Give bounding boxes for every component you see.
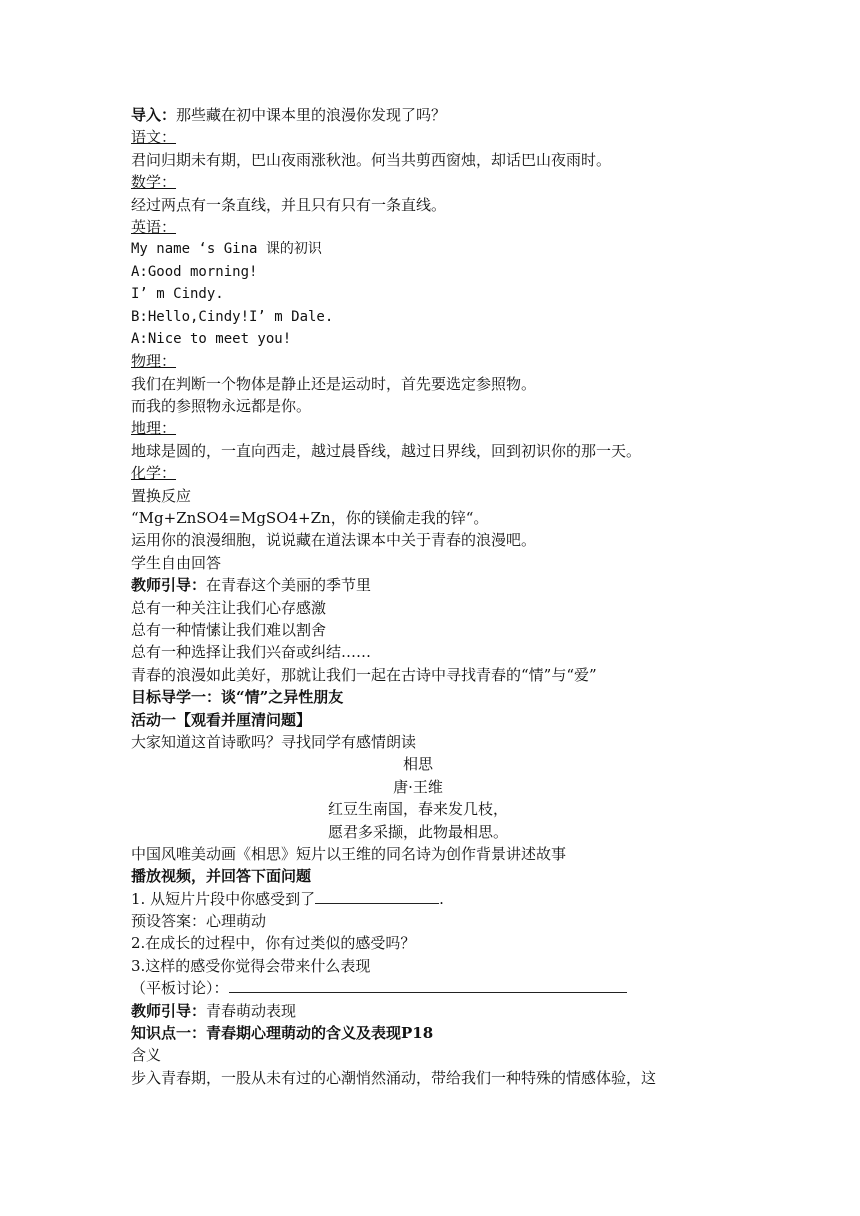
goal-heading: 目标导学一：谈“情”之异性朋友 <box>131 688 344 707</box>
english-line: My name ‘s Gina 课的初识 <box>131 241 322 258</box>
poem-title: 相思 <box>402 755 433 774</box>
activity-intro: 大家知道这首诗歌吗？寻找同学有感情朗读 <box>131 732 417 751</box>
english-heading: 英语： <box>131 217 177 236</box>
teacher-guide-line: 青春的浪漫如此美好，那就让我们一起在古诗中寻找青春的“情”与“爱” <box>131 665 597 684</box>
preset-answer: 预设答案：心理萌动 <box>131 912 267 931</box>
question-1-text: 1. 从短片片段中你感受到了 <box>131 889 316 908</box>
chemistry-heading: 化学： <box>131 464 177 483</box>
discussion-label: （平板讨论）： <box>131 979 229 998</box>
question-2: 2.在成长的过程中，你有过类似的感受吗？ <box>131 934 416 953</box>
discussion-blank <box>229 978 627 993</box>
prompt-line: 学生自由回答 <box>131 553 222 572</box>
math-heading: 数学： <box>131 173 177 192</box>
intro-line <box>131 104 751 126</box>
math-text: 经过两点有一条直线，并且只有只有一条直线。 <box>131 195 447 214</box>
teacher-guide-line: 总有一种选择让我们兴奋或纠结…… <box>131 643 372 662</box>
poem-line: 愿君多采撷，此物最相思。 <box>328 822 509 841</box>
teacher-guide-text: 在青春这个美丽的季节里 <box>206 576 372 595</box>
teacher-guide-2-label: 教师引导： <box>131 1001 207 1020</box>
physics-line: 而我的参照物永远都是你。 <box>131 397 312 416</box>
document-body <box>131 104 751 1089</box>
teacher-guide-2-text: 青春萌动表现 <box>206 1001 297 1020</box>
geography-text: 地球是圆的，一直向西走，越过晨昏线，越过日界线，回到初识你的那一天。 <box>131 441 642 460</box>
poem-line: 红豆生南国，春来发几枝， <box>328 800 509 819</box>
teacher-guide-line: 总有一种关注让我们心存感激 <box>131 598 327 617</box>
chemistry-line: 置换反应 <box>131 486 192 505</box>
meaning-text: 步入青春期，一股从未有过的心潮悄然涌动，带给我们一种特殊的情感体验，这 <box>131 1068 657 1087</box>
english-line: A:Good morning! <box>131 263 258 280</box>
question-1 <box>131 888 751 910</box>
physics-line: 我们在判断一个物体是静止还是运动时，首先要选定参照物。 <box>131 374 537 393</box>
activity-heading: 活动一【观看并厘清问题】 <box>131 710 312 729</box>
question-1-suffix: . <box>439 889 444 908</box>
question-3: 3.这样的感受你觉得会带来什么表现 <box>131 956 371 975</box>
video-intro: 中国风唯美动画《相思》短片以王维的同名诗为创作背景讲述故事 <box>131 844 567 863</box>
knowledge-heading <box>131 1022 751 1044</box>
english-line: A:Nice to meet you! <box>131 330 292 347</box>
teacher-guide-line: 总有一种情愫让我们难以割舍 <box>131 620 327 639</box>
english-line: B:Hello,Cindy!I’ m Dale. <box>131 308 334 325</box>
knowledge-page: P18 <box>401 1024 434 1043</box>
teacher-guide-line <box>131 574 751 596</box>
intro-text: 那些藏在初中课本里的浪漫你发现了吗？ <box>176 106 447 124</box>
knowledge-label: 知识点一：青春期心理萌动的含义及表现 <box>131 1024 402 1043</box>
answer-blank <box>315 889 439 904</box>
poem-author: 唐·王维 <box>393 777 443 796</box>
teacher-guide-label: 教师引导： <box>131 576 207 595</box>
physics-heading: 物理： <box>131 352 177 371</box>
intro-label: 导入： <box>131 106 177 124</box>
teacher-guide-2-line <box>131 1000 751 1022</box>
discussion-line <box>131 977 751 999</box>
geography-heading: 地理： <box>131 419 177 438</box>
english-line: I’ m Cindy. <box>131 286 224 303</box>
chemistry-line: “Mg+ZnSO4=MgSO4+Zn，你的镁偷走我的锌“。 <box>131 509 489 528</box>
meaning-heading: 含义 <box>131 1046 162 1065</box>
chinese-text: 君问归期未有期，巴山夜雨涨秋池。何当共剪西窗烛，却话巴山夜雨时。 <box>131 150 612 169</box>
video-heading: 播放视频，并回答下面问题 <box>131 867 312 886</box>
chinese-heading: 语文： <box>131 128 177 147</box>
prompt-line: 运用你的浪漫细胞，说说藏在道法课本中关于青春的浪漫吧。 <box>131 531 537 550</box>
